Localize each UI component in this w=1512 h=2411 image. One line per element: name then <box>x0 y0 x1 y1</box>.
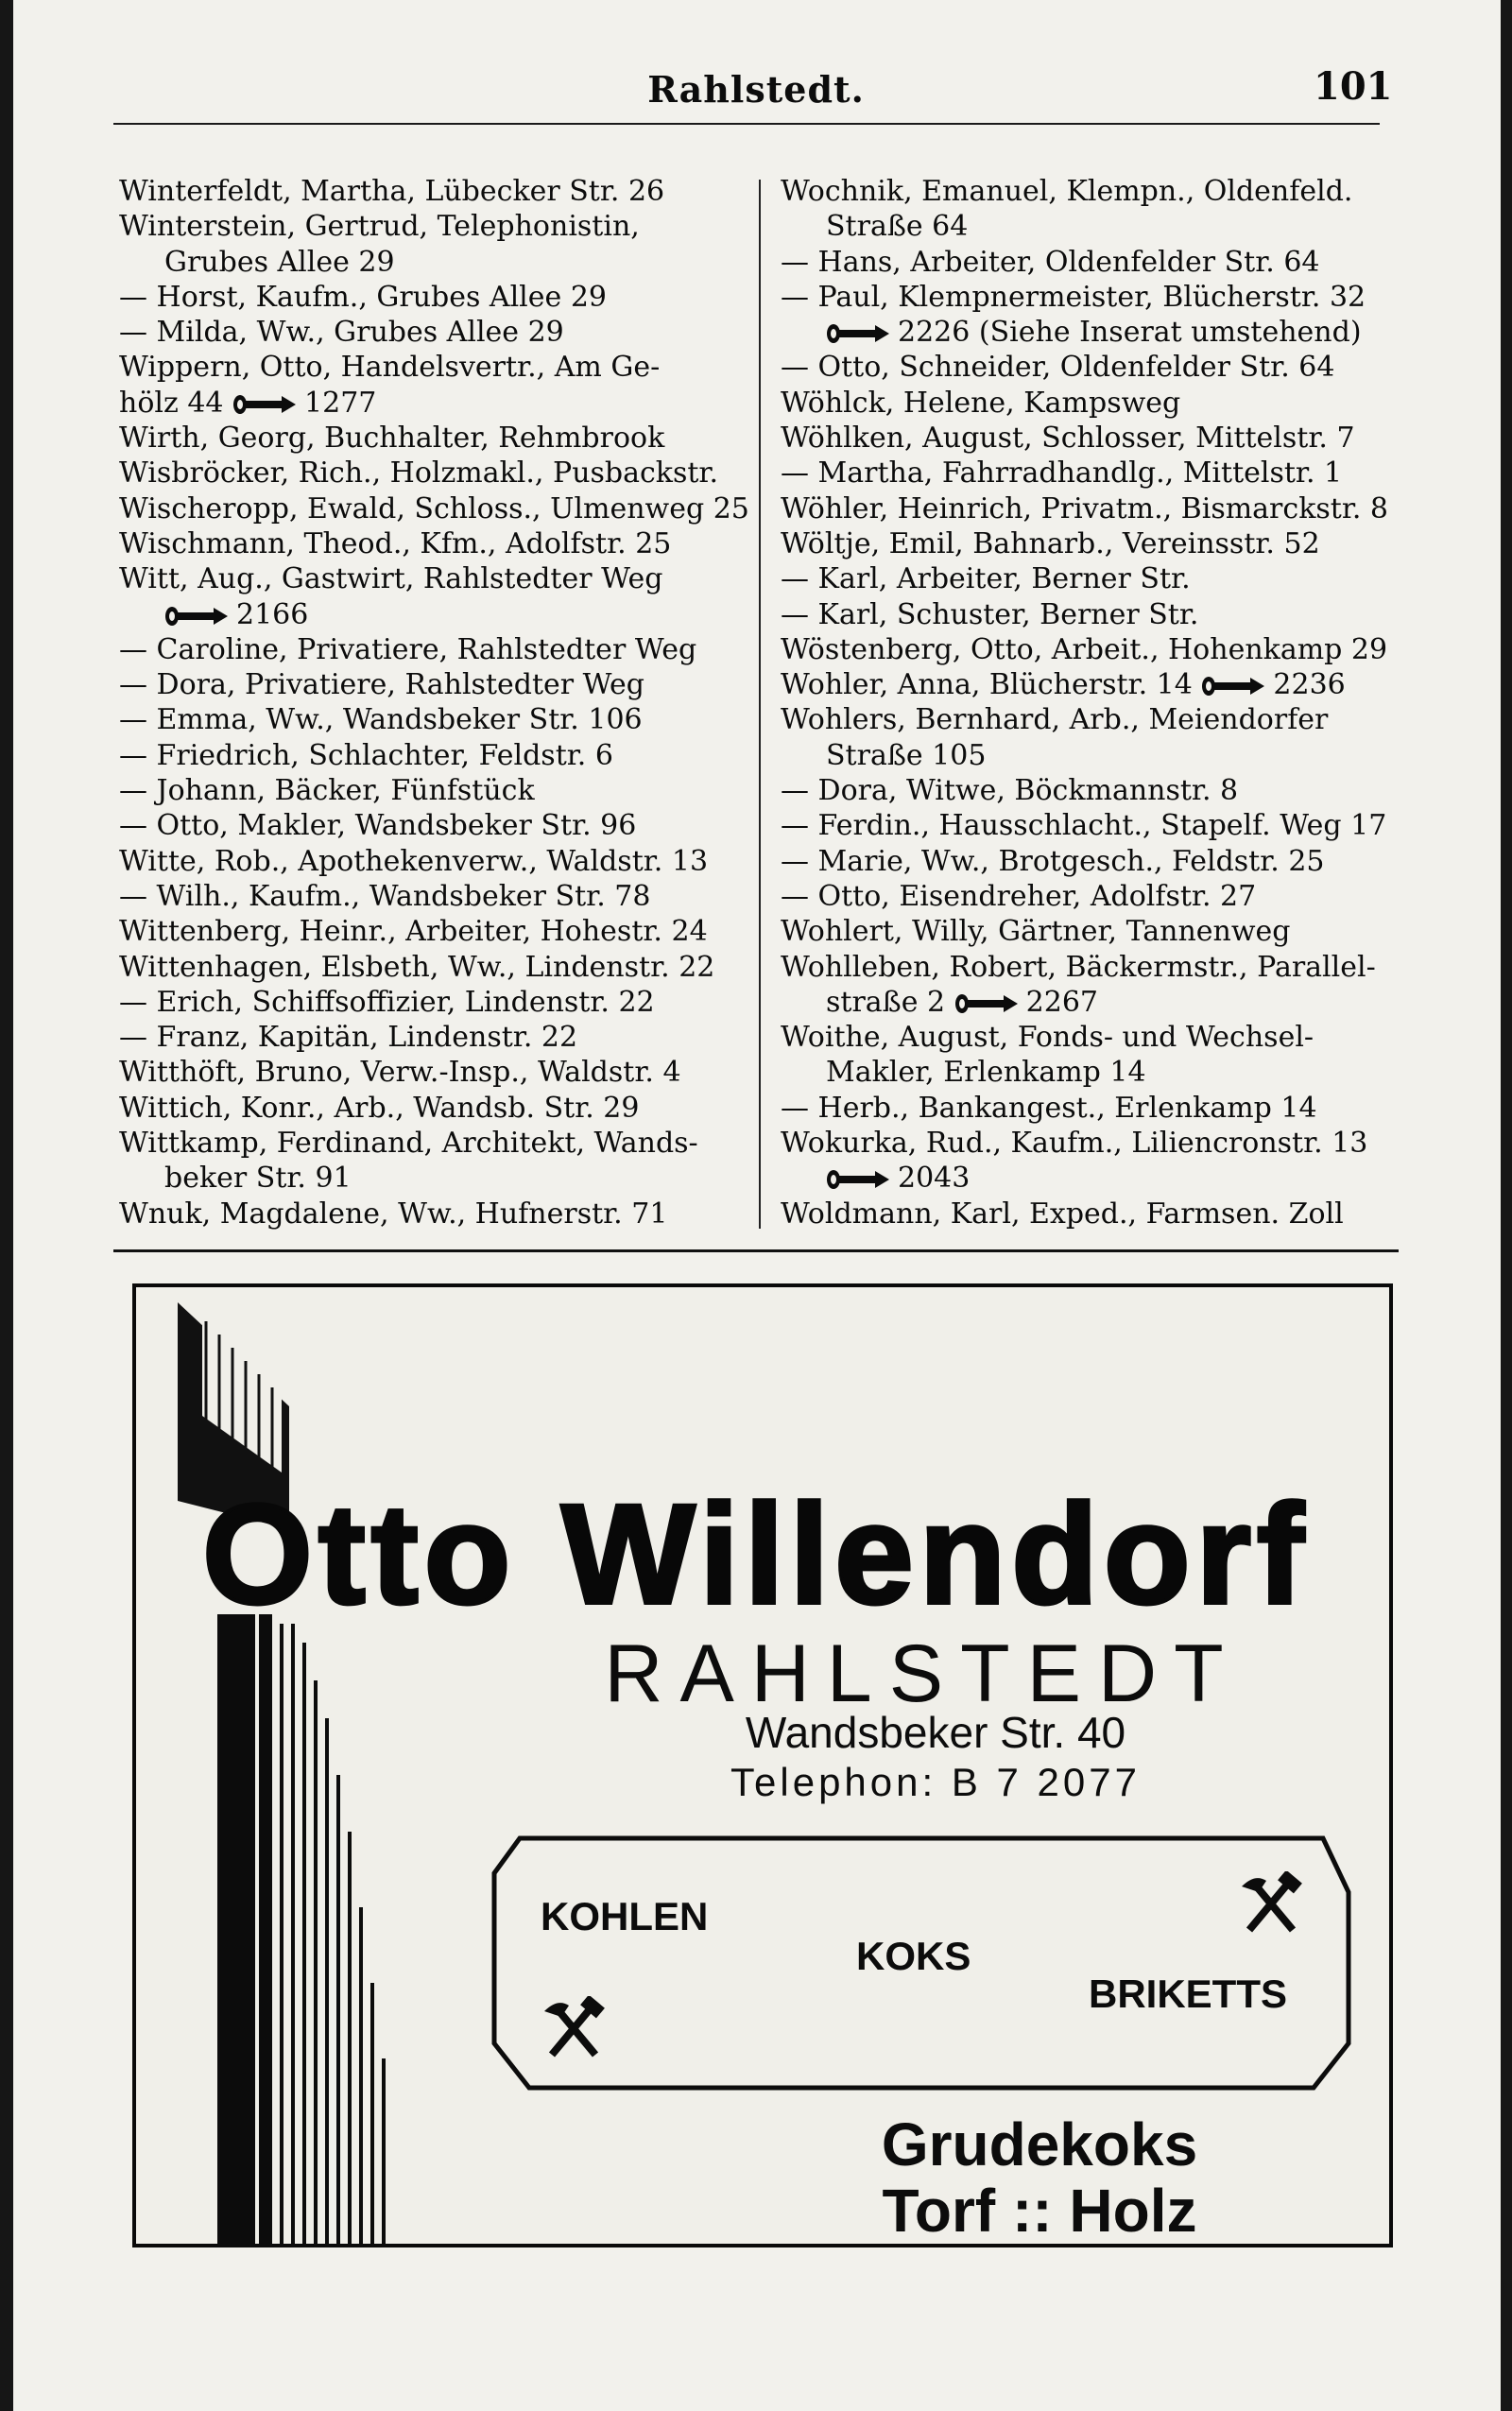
directory-entry <box>119 280 743 315</box>
entry-text: Wittenberg, Heinr., Arbeiter, Hohestr. 24 <box>119 915 708 949</box>
torf-holz-label: Torf :: Holz <box>882 2177 1197 2245</box>
entry-text: Wohlert, Willy, Gärtner, Tannenweg <box>781 915 1291 949</box>
directory-entry <box>119 773 743 808</box>
entry-text: — Martha, Fahrradhandlg., Mittelstr. 1 <box>781 456 1343 491</box>
telephone-icon <box>1201 676 1265 697</box>
directory-entry <box>119 1091 743 1126</box>
directory-entry <box>119 667 743 702</box>
entry-text: Wohler, Anna, Blücherstr. 14 <box>781 668 1193 702</box>
directory-entry <box>781 1161 1404 1196</box>
entry-text: Wittkamp, Ferdinand, Architekt, Wands- <box>119 1127 698 1161</box>
directory-entry <box>781 914 1404 949</box>
directory-entry <box>119 950 743 985</box>
entry-text: Wohlleben, Robert, Bäckermstr., Parallel- <box>781 950 1376 984</box>
entry-text: Wochnik, Emanuel, Klempn., Oldenfeld. <box>781 175 1353 208</box>
entry-text: — Otto, Makler, Wandsbeker Str. 96 <box>119 809 637 843</box>
directory-entry <box>119 808 743 843</box>
directory-entry <box>119 738 743 773</box>
entry-text: — Milda, Ww., Grubes Allee 29 <box>119 316 564 350</box>
directory-entry <box>781 844 1404 879</box>
directory-entry <box>119 526 743 561</box>
decorative-column-graphic <box>178 1302 404 2247</box>
entry-text: Wöhler, Heinrich, Privatm., Bismarckstr. 8 <box>781 491 1389 525</box>
advertiser-name: Otto Willendorf <box>202 1474 1310 1633</box>
entry-text: Woldmann, Karl, Exped., Farmsen. Zoll <box>781 1197 1344 1231</box>
entry-text: Wöstenberg, Otto, Arbeit., Hohenkamp 29 <box>781 632 1388 666</box>
phone-number: 2166 <box>236 597 309 631</box>
entry-text: — Otto, Schneider, Oldenfelder Str. 64 <box>781 351 1335 385</box>
directory-entry <box>119 702 743 737</box>
entry-text: straße 2 <box>826 985 946 1019</box>
entry-text: (Siehe Inserat umstehend) <box>978 316 1362 350</box>
directory-entry <box>781 632 1404 667</box>
entry-text: Wisbröcker, Rich., Holzmakl., Pusbackstr. <box>119 456 719 491</box>
directory-entry <box>119 245 743 280</box>
running-head: Rahlstedt. <box>647 68 865 111</box>
entry-text: — Horst, Kaufm., Grubes Allee 29 <box>119 280 607 314</box>
entry-text: Wöltje, Emil, Bahnarb., Vereinsstr. 52 <box>781 526 1320 560</box>
column-divider <box>759 180 761 1229</box>
entry-text: Wokurka, Rud., Kaufm., Liliencronstr. 13 <box>781 1127 1368 1161</box>
directory-entry <box>119 456 743 491</box>
entry-text: — Hans, Arbeiter, Oldenfelder Str. 64 <box>781 245 1320 279</box>
entry-text: Witte, Rob., Apothekenverw., Waldstr. 13 <box>119 844 709 878</box>
telephone-icon <box>954 993 1019 1014</box>
directory-entry <box>119 879 743 914</box>
phone-number: 2226 <box>898 316 971 350</box>
entry-text: Grubes Allee 29 <box>164 245 395 279</box>
entry-text: — Ferdin., Hausschlacht., Stapelf. Weg 17 <box>781 809 1387 843</box>
directory-entry <box>119 491 749 526</box>
directory-entry <box>119 1126 743 1161</box>
directory-entry <box>781 386 1404 421</box>
directory-entry <box>781 245 1404 280</box>
directory-entry <box>119 985 743 1020</box>
entry-text: — Karl, Schuster, Berner Str. <box>781 597 1199 631</box>
left-column <box>119 174 749 1231</box>
directory-entry <box>781 597 1404 632</box>
telephone-icon <box>232 394 297 415</box>
fuel-koks: KOKS <box>856 1934 971 1978</box>
entry-text: — Paul, Klempnermeister, Blücherstr. 32 <box>781 280 1366 314</box>
entry-text: — Emma, Ww., Wandsbeker Str. 106 <box>119 703 643 737</box>
directory-entry <box>781 209 1404 244</box>
header-rule <box>113 123 1380 125</box>
fuel-briketts: BRIKETTS <box>1089 1972 1287 2016</box>
entry-text: Wittich, Konr., Arb., Wandsb. Str. 29 <box>119 1091 640 1125</box>
entry-text: Winterstein, Gertrud, Telephonistin, <box>119 210 640 244</box>
telephone-icon <box>826 1169 890 1190</box>
directory-entry <box>781 1055 1404 1090</box>
fuel-kohlen: KOHLEN <box>541 1894 709 1938</box>
phone-number: 2267 <box>1025 985 1098 1019</box>
directory-entry <box>119 174 743 209</box>
directory-entry <box>119 1161 743 1196</box>
directory-entry <box>781 1020 1404 1055</box>
entry-text: — Dora, Privatiere, Rahlstedter Weg <box>119 668 644 702</box>
entry-text: Wittenhagen, Elsbeth, Ww., Lindenstr. 22 <box>119 950 715 984</box>
directory-entry <box>119 597 743 632</box>
section-rule <box>113 1249 1399 1252</box>
directory-entry <box>119 914 743 949</box>
directory-entry <box>781 985 1404 1020</box>
advertiser-city: RAHLSTEDT <box>604 1628 1241 1719</box>
directory-entry <box>119 315 743 350</box>
entry-text: — Karl, Arbeiter, Berner Str. <box>781 562 1191 596</box>
entry-text: Winterfeldt, Martha, Lübecker Str. 26 <box>119 175 665 208</box>
scan-edge-right <box>1501 0 1512 2411</box>
hammer-and-pick-icon <box>1238 1871 1304 1937</box>
phone-number: 2043 <box>898 1162 971 1196</box>
entry-text: — Otto, Eisendreher, Adolfstr. 27 <box>781 879 1257 913</box>
entry-text: Wirth, Georg, Buchhalter, Rehmbrook <box>119 422 665 456</box>
directory-entry <box>781 1126 1404 1161</box>
directory-entry <box>119 1020 743 1055</box>
directory-entry <box>119 209 743 244</box>
directory-entry <box>781 1091 1404 1126</box>
entry-text: — Wilh., Kaufm., Wandsbeker Str. 78 <box>119 879 651 913</box>
directory-entry <box>781 491 1404 526</box>
directory-entry <box>119 350 743 385</box>
scan-edge-left <box>0 0 13 2411</box>
directory-entry <box>119 1197 743 1231</box>
directory-entry <box>781 526 1404 561</box>
entry-text: Wnuk, Magdalene, Ww., Hufnerstr. 71 <box>119 1197 668 1231</box>
page-number: 101 <box>1314 64 1393 109</box>
entry-text: Wippern, Otto, Handelsvertr., Am Ge- <box>119 351 661 385</box>
entry-text: Wischeropp, Ewald, Schloss., Ulmenweg 25 <box>119 491 749 525</box>
directory-entry <box>781 1197 1404 1231</box>
hammer-and-pick-icon <box>541 1996 607 2062</box>
entry-text: Witt, Aug., Gastwirt, Rahlstedter Weg <box>119 562 663 596</box>
entry-text: Wohlers, Bernhard, Arb., Meiendorfer <box>781 703 1329 737</box>
entry-text: — Herb., Bankangest., Erlenkamp 14 <box>781 1091 1317 1125</box>
directory-entry <box>781 456 1404 491</box>
entry-text: beker Str. 91 <box>164 1162 352 1196</box>
entry-text: — Erich, Schiffsoffizier, Lindenstr. 22 <box>119 985 655 1019</box>
directory-entry <box>119 1055 743 1090</box>
directory-entry <box>781 561 1404 596</box>
directory-entry <box>119 386 743 421</box>
entry-text: Straße 105 <box>826 738 987 772</box>
entry-text: Straße 64 <box>826 210 969 244</box>
directory-entry <box>781 421 1404 456</box>
directory-entry <box>781 280 1404 315</box>
entry-text: Makler, Erlenkamp 14 <box>826 1056 1146 1090</box>
directory-entry <box>119 421 743 456</box>
directory-entry <box>781 702 1404 737</box>
telephone-icon <box>826 323 890 344</box>
advertiser-street: Wandsbeker Str. 40 <box>745 1708 1126 1757</box>
entry-text: hölz 44 <box>119 386 224 420</box>
directory-entry <box>781 315 1404 350</box>
directory-entry <box>781 773 1404 808</box>
entry-text: Wischmann, Theod., Kfm., Adolfstr. 25 <box>119 526 672 560</box>
entry-text: Wöhlken, August, Schlosser, Mittelstr. 7 <box>781 422 1355 456</box>
phone-number: 2236 <box>1273 668 1346 702</box>
entry-text: — Friedrich, Schlachter, Feldstr. 6 <box>119 738 613 772</box>
entry-text: — Marie, Ww., Brotgesch., Feldstr. 25 <box>781 844 1325 878</box>
entry-text: — Dora, Witwe, Böckmannstr. 8 <box>781 774 1239 808</box>
advertiser-telephone: Telephon: B 7 2077 <box>730 1760 1141 1804</box>
directory-entry <box>781 174 1404 209</box>
entry-text: Wöhlck, Helene, Kampsweg <box>781 386 1181 420</box>
entry-text: — Franz, Kapitän, Lindenstr. 22 <box>119 1021 578 1055</box>
directory-entry <box>781 950 1404 985</box>
directory-entry <box>781 738 1404 773</box>
entry-text: Witthöft, Bruno, Verw.-Insp., Waldstr. 4 <box>119 1056 681 1090</box>
directory-entry <box>781 879 1404 914</box>
grudekoks-label: Grudekoks <box>881 2110 1198 2179</box>
directory-entry <box>781 667 1404 702</box>
directory-entry <box>781 350 1404 385</box>
directory-entry <box>119 632 743 667</box>
phone-number: 1277 <box>304 386 377 420</box>
directory-entry <box>119 561 743 596</box>
entry-text: Woithe, August, Fonds- und Wechsel- <box>781 1021 1314 1055</box>
entry-text: — Johann, Bäcker, Fünfstück <box>119 774 535 808</box>
directory-entry <box>119 844 743 879</box>
telephone-icon <box>164 606 229 627</box>
directory-entry <box>781 808 1404 843</box>
right-column <box>781 174 1404 1231</box>
entry-text: — Caroline, Privatiere, Rahlstedter Weg <box>119 632 697 666</box>
